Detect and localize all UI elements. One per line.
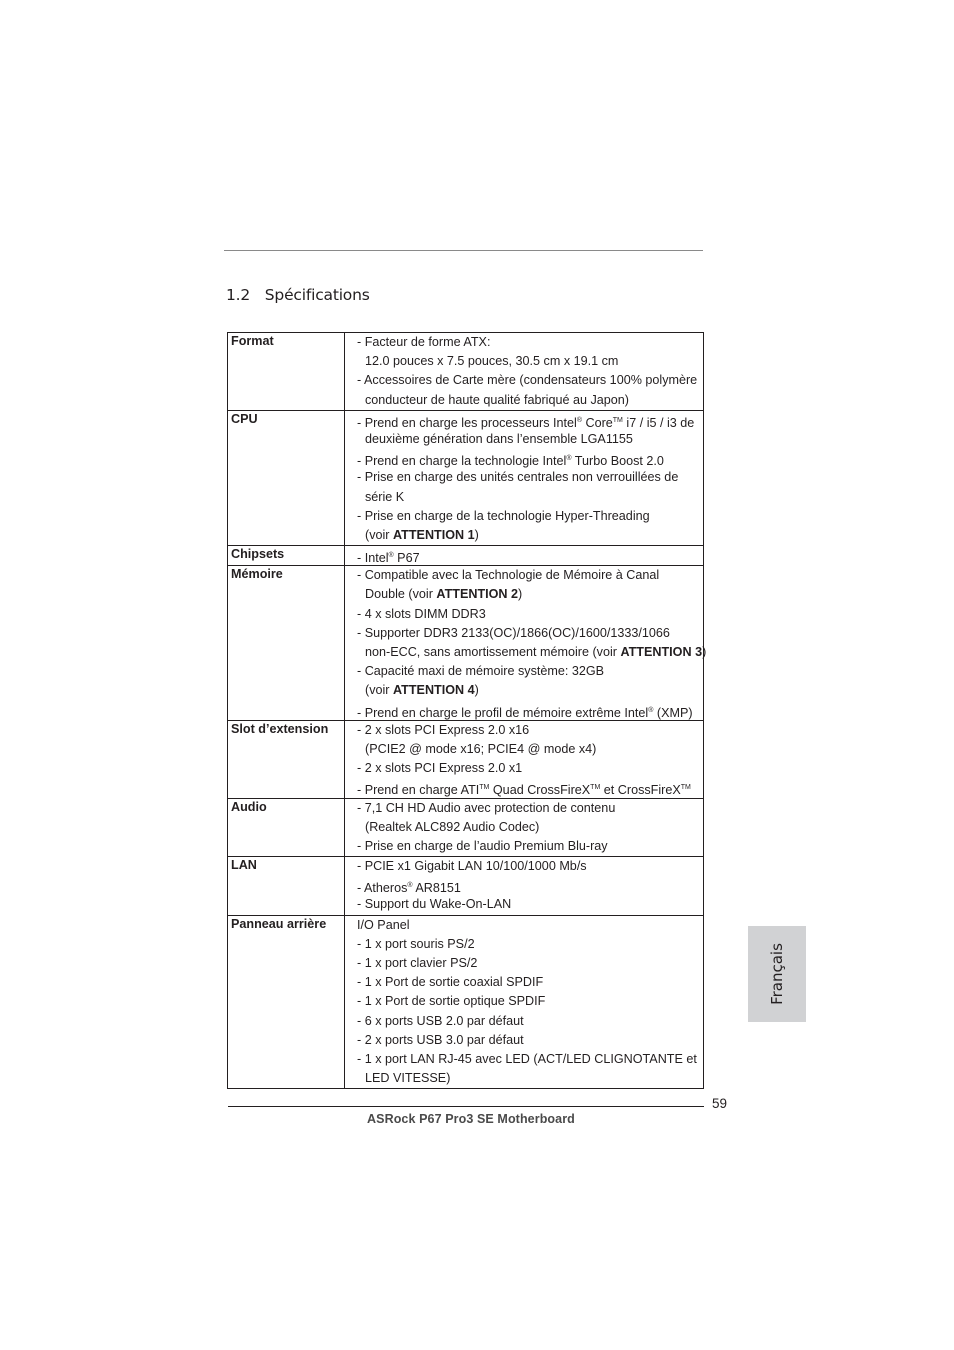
- spec-line: - PCIE x1 Gigabit LAN 10/100/1000 Mb/s: [357, 859, 587, 874]
- spec-row: [228, 546, 704, 566]
- spec-line: - Prend en charge le profil de mémoire extrême Intel® (XMP): [357, 705, 693, 720]
- spec-row: [228, 915, 704, 1089]
- spec-row: [228, 857, 704, 916]
- spec-line: - 2 x slots PCI Express 2.0 x16: [357, 722, 530, 737]
- spec-line: - 4 x slots DIMM DDR3: [357, 606, 486, 621]
- spec-line: conducteur de haute qualité fabriqué au Japon): [365, 392, 629, 407]
- spec-line: - 1 x Port de sortie coaxial SPDIF: [357, 975, 544, 990]
- spec-row: [228, 566, 704, 721]
- spec-line: - 6 x ports USB 2.0 par défaut: [357, 1013, 524, 1028]
- spec-label: Format: [228, 333, 345, 411]
- page-number: 59: [712, 1096, 728, 1111]
- spec-line: - Prend en charge la technologie Intel® Turbo Boost 2.0: [357, 454, 664, 469]
- spec-label: Audio: [228, 798, 345, 857]
- footer-product-text: ASRock P67 Pro3 SE Motherboard: [367, 1112, 575, 1126]
- spec-line: - Facteur de forme ATX:: [357, 335, 491, 349]
- spec-line: Double (voir ATTENTION 2): [365, 587, 523, 602]
- spec-line: - Capacité maxi de mémoire système: 32GB: [357, 664, 605, 679]
- spec-line: - 1 x port LAN RJ-45 avec LED (ACT/LED CLIGNOTANTE et: [357, 1051, 697, 1066]
- spec-label: Slot d’extension: [228, 720, 345, 798]
- language-tab-label: Français: [768, 943, 786, 1005]
- spec-line: - Prend en charge les processeurs Intel® Core™ i7 / i5 / i3 de: [357, 415, 695, 430]
- spec-row: [228, 410, 704, 545]
- spec-label: LAN: [228, 857, 345, 916]
- spec-value: [345, 798, 704, 857]
- language-tab: [748, 926, 806, 1022]
- spec-row: [228, 333, 704, 411]
- footer-rule: [228, 1106, 704, 1107]
- spec-line: - Prise en charge de la technologie Hyper-Threading: [357, 508, 650, 523]
- spec-row: [228, 798, 704, 857]
- spec-label: Chipsets: [228, 546, 345, 566]
- spec-value: [345, 566, 707, 721]
- spec-line: - Accessoires de Carte mère (condensateurs 100% polymère: [357, 373, 698, 388]
- spec-line: - 7,1 CH HD Audio avec protection de contenu: [357, 800, 616, 815]
- spec-value: [345, 410, 704, 545]
- specifications-table: [227, 332, 707, 1089]
- spec-line: - 2 x slots PCI Express 2.0 x1: [357, 761, 523, 776]
- spec-value: [345, 857, 704, 916]
- spec-row: [228, 720, 704, 798]
- spec-line: deuxième génération dans l’ensemble LGA1155: [365, 431, 633, 446]
- spec-line: - 1 x Port de sortie optique SPDIF: [357, 994, 546, 1009]
- spec-line: - Atheros® AR8151: [357, 881, 461, 896]
- spec-line: - Compatible avec la Technologie de Mémoire à Canal: [357, 568, 660, 583]
- top-rule: [224, 250, 703, 251]
- spec-value: [345, 333, 704, 411]
- spec-line: LED VITESSE): [365, 1071, 451, 1086]
- spec-line: - Intel® P67: [357, 551, 420, 566]
- spec-label: Panneau arrière: [228, 915, 345, 1089]
- spec-label: Mémoire: [228, 566, 345, 721]
- spec-line: - Supporter DDR3 2133(OC)/1866(OC)/1600/1333/1066: [357, 625, 670, 640]
- spec-value: [345, 720, 704, 798]
- spec-line: - 1 x port souris PS/2: [357, 936, 475, 951]
- spec-value: [345, 546, 704, 566]
- spec-line: série K: [365, 489, 405, 504]
- spec-line: non-ECC, sans amortissement mémoire (voir ATTENTION 3): [365, 645, 707, 659]
- section-heading: [226, 286, 370, 304]
- spec-line: - 2 x ports USB 3.0 par défaut: [357, 1032, 524, 1047]
- spec-line: - Prend en charge ATI™ Quad CrossFireX™ et CrossFireX™: [357, 783, 691, 798]
- spec-line: - Prise en charge de l’audio Premium Blu-ray: [357, 838, 608, 853]
- spec-line: 12.0 pouces x 7.5 pouces, 30.5 cm x 19.1 cm: [365, 354, 619, 369]
- spec-line: (voir ATTENTION 4): [365, 683, 479, 698]
- section-number: 1.2: [226, 286, 251, 304]
- spec-line: - Prise en charge des unités centrales non verrouillées de: [357, 470, 679, 485]
- spec-line: - Support du Wake-On-LAN: [357, 897, 512, 912]
- spec-line: - 1 x port clavier PS/2: [357, 956, 478, 970]
- spec-line: (voir ATTENTION 1): [365, 527, 479, 542]
- spec-line: (PCIE2 @ mode x16; PCIE4 @ mode x4): [365, 741, 597, 756]
- spec-label: CPU: [228, 410, 345, 545]
- spec-line: I/O Panel: [357, 917, 410, 932]
- spec-value: [345, 915, 704, 1089]
- spec-line: (Realtek ALC892 Audio Codec): [365, 819, 540, 834]
- section-title: Spécifications: [264, 286, 370, 304]
